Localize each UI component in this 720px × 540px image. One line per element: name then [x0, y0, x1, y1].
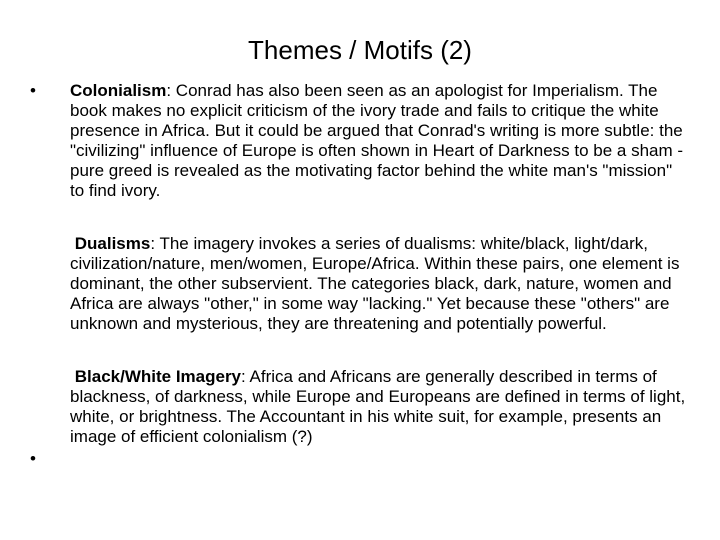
slide-title: Themes / Motifs (2): [248, 35, 472, 65]
text-colonialism: : Conrad has also been seen as an apologist for Imperialism. The book makes no explicit criticism of the ivory trade and fails to critique the white presence in Africa. But it could be argued that Conrad's writing is more subtle: the "civilizing" influence of Europe is often shown in Heart of Darkness to be a sham - pure greed is revealed as the motivating factor behind the white man's "mission" to find ivory.: [70, 81, 684, 200]
bullet-marker-empty: •: [30, 449, 36, 468]
term-dualisms: Dualisms: [74, 234, 151, 253]
bullet-marker: •: [30, 81, 36, 100]
term-colonialism: Colonialism: [70, 81, 167, 100]
term-black-white-imagery: Black/White Imagery: [74, 367, 242, 386]
paragraph-dualisms: [70, 234, 690, 334]
text-black-white-imagery: : Africa and Africans are generally described in terms of blackness, of darkness, while Europe and Europeans are defined in terms of light, white, or brightness. The Accountant in his white suit, for example, presents an image of efficient colonialism (?): [70, 367, 686, 446]
text-dualisms: : The imagery invokes a series of dualisms: white/black, light/dark, civilization/nature, men/women, Europe/Africa. Within these pairs, one element is dominant, the other subservient. The categories black, dark, nature, women and Africa are always "other," in some way "lacking." Yet because these "others" are unknown and mysterious, they are threatening and potentially powerful.: [70, 234, 680, 333]
paragraph-black-white-imagery: [70, 367, 690, 447]
paragraph-colonialism: [70, 81, 690, 201]
